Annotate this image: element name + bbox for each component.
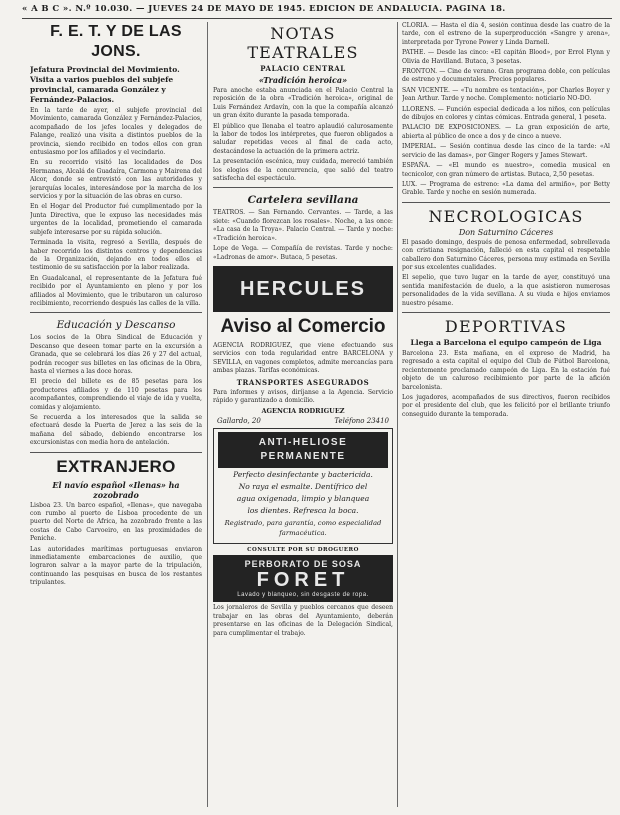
listing-paragraph: ESPAÑA. — «El mundo es nuestro», comedia musical en tecnicolor, con gran número de artistas. Butaca, 2,50 pesetas. <box>402 162 610 178</box>
agency-name: AGENCIA RODRIGUEZ <box>261 407 345 416</box>
listing-paragraph: LLORENS. — Función especial dedicada a los niños, con películas de dibujos en colores y cintas cómicas. Entrada general, 1 peseta. <box>402 105 610 122</box>
article-paragraph: AGENCIA RODRIGUEZ, que viene efectuando sus servicios con toda regularidad entre BARCELONA y SEVILLA, en vagones completos, admite mercancías para ambas plazas. Tarifas económicas. <box>213 341 393 375</box>
article-paragraph: En el Hogar del Productor fué cumplimentado por la Junta Directiva, que le expuso las necesidades más urgentes de la localidad, prometiendo el camarada subjefe interesarse por su rápida solución. <box>30 203 202 236</box>
article-paragraph: El público que llenaba el teatro aplaudió calurosamente la labor de todos los intérpretes, que fueron obligados a saludar repetidas veces al final de cada acto, destacándose la actuación de la primera actriz. <box>213 122 393 155</box>
article-kicker: Llega a Barcelona el equipo campeón de Liga <box>410 337 602 347</box>
section-subtitle: Don Saturnino Cáceres <box>458 227 554 237</box>
hercules-ad: HERCULES <box>213 266 393 312</box>
listing-paragraph: IMPERIAL. — Sesión continua desde las cinco de la tarde: «Al servicio de las damas», por Ginger Rogers y James Stewart. <box>402 143 610 159</box>
article-paragraph: TEATROS. — San Fernando. Cervantes. — Tarde, a las siete: «Cuando florezcan los rosales». Noche, a las once: «La casa de la Troya». Palacio Central. — Tarde y noche: «Tradición heroica». <box>213 209 393 242</box>
section-title-education: Educación y Descanso <box>56 319 176 332</box>
section-title-notas: NOTAS TEATRALES <box>247 24 359 62</box>
section-title-fet: F. E. T. Y DE LAS JONS. <box>50 23 182 60</box>
divider <box>402 312 610 313</box>
article-paragraph: En Guadalcanal, el representante de la Jefatura fué recibido por el Ayuntamiento en pleno y por los afiliados al Movimiento, que le tributaron un caluroso recibimiento, recorriendo después las calles de la villa. <box>30 274 202 307</box>
article-paragraph: Los socios de la Obra Sindical de Educación y Descanso que deseen tomar parte en la excursión a Granada, que se celebrará los días 26 y 27 del actual, podrán recoger sus billetes en las oficinas de la Obra, hasta el viernes a las doce horas. <box>30 334 202 375</box>
article-paragraph: Para informes y avisos, diríjanse a la Agencia. Servicio rápido y garantizado a domicilio. <box>213 388 393 404</box>
column-right <box>402 22 610 807</box>
article-paragraph: Los jugadores, acompañados de sus directivos, fueron recibidos por el presidente del club, que les felicitó por el brillante triunfo conseguido durante la temporada. <box>402 394 610 418</box>
article-kicker: El navío español «Ilenas» ha zozobrado <box>52 479 180 500</box>
article-paragraph: Los jornaleros de Sevilla y pueblos cercanos que deseen trabajar en las obras del Ayuntamiento, deberán presentarse en las oficinas de la Delegación Sindical, para cumplimentar el trabajo. <box>213 604 393 637</box>
column-left <box>30 22 202 807</box>
listing-paragraph: LUX. — Programa de estreno: «La dama del armiño», por Betty Grable. Tarde y noche en sesión numerada. <box>402 180 610 197</box>
article-paragraph: La presentación escénica, muy cuidada, mereció también los elogios de la concurrencia, que salió del teatro satisfecha del espectáculo. <box>213 158 393 183</box>
article-paragraph: Se recuerda a los interesados que la salida se efectuará desde la Puerta de Jerez a las seis de la mañana del sábado, debiendo encontrarse los excursionistas con media hora de antelación. <box>30 414 202 447</box>
page-header: « A B C ». N.º 10.030. — JUEVES 24 DE MAYO DE 1945. EDICION DE ANDALUCIA. PAGINA 18. <box>22 4 612 19</box>
article-paragraph: Lope de Vega. — Compañía de revistas. Tarde y noche: «Ladronas de amor». Butaca, 5 pesetas. <box>213 245 393 261</box>
perborato-brand: FORET <box>256 569 350 592</box>
section-subtitle: PALACIO CENTRAL <box>260 64 346 73</box>
agency-phone: Teléfono 23410 <box>334 417 389 426</box>
article-paragraph: En su recorrido visitó las localidades de Dos Hermanas, Alcalá de Guadaíra, Carmona y Mairena del Alcor, donde se entrevistó con las autoridades y jerarquías locales, interesándose por la marcha de los servicios y por la situación de las obras en curso. <box>30 159 202 201</box>
article-paragraph: Terminada la visita, regresó a Sevilla, después de haber recorrido los distintos centros y dependencias de la Organización, dejando en todos ellos el testimonio de su satisfacción por la labor realizada. <box>30 239 202 272</box>
article-paragraph: El sepelio, que tuvo lugar en la tarde de ayer, constituyó una sentida manifestación de duelo, a la que asistieron numerosas personalidades de la vida sevillana. A su viuda e hijos enviamos nuestro pésame. <box>402 274 610 307</box>
column-rule <box>207 22 208 807</box>
article-paragraph: El precio del billete es de 85 pesetas para los productores afiliados y de 110 pesetas para los acompañantes, comprendiendo el viaje de ida y vuelta, comidas y alojamiento. <box>30 378 202 411</box>
article-paragraph: Para anoche estaba anunciada en el Palacio Central la reposición de la obra «Tradición heroica», original de Luis Fernández Ardavín, con la que la compañía alcanzó un gran éxito durante la pasada temporada. <box>213 87 393 120</box>
agency-contact <box>217 417 389 425</box>
aviso-title: Aviso al Comercio <box>220 315 386 337</box>
agency-address: Gallardo, 20 <box>217 417 261 426</box>
listing-paragraph: FRONTON. — Cine de verano. Gran programa doble, con películas de estreno y documentales. Precios populares. <box>402 68 610 84</box>
divider <box>30 452 202 453</box>
article-paragraph: El pasado domingo, después de penosa enfermedad, sobrellevada con cristiana resignación, falleció en esta capital el respetable caballero don Saturnino Cáceres, persona muy estimada en Sevilla por sus excelentes cualidades. <box>402 238 610 271</box>
perborato-note: Lavado y blanqueo, sin desgaste de ropa. <box>237 592 369 599</box>
aviso-kicker: TRANSPORTES ASEGURADOS <box>236 377 370 387</box>
listing-paragraph: PALACIO DE EXPOSICIONES. — La gran exposición de arte, abierta al público de once a dos y de cinco a nueve. <box>402 124 610 140</box>
perborato-ad <box>213 555 393 602</box>
perborato-title: PERBORATO DE SOSA <box>244 559 362 570</box>
article-kicker: «Tradición heroica» <box>258 75 348 85</box>
column-rule <box>397 22 398 807</box>
listing-paragraph: PATHE. — Desde las cinco: «El capitán Blood», por Errol Flynn y Olivia de Havilland. Butaca, 3 pesetas. <box>402 49 610 65</box>
ad-line: los dientes. Refresca la boca. <box>247 506 359 516</box>
article-paragraph: En la tarde de ayer, el subjefe provincial del Movimiento, camarada González y Fernández-Palacios, acompañado de los jefes locales y delegados de Falange, realizó una visita a distintos pueblos de la provincia, siendo recibido en todos ellos con gran entusiasmo por los afiliados y el vecindario. <box>30 107 202 157</box>
article-paragraph: Barcelona 23. Esta mañana, en el expreso de Madrid, ha regresado a esta capital el equipo del Club de Fútbol Barcelona, recientemente proclamado campeón de Liga. En la estación fué objeto de un caluroso recibimiento por parte de la afición barcelonista. <box>402 349 610 391</box>
article-kicker: Jefatura Provincial del Movimiento. Visita a varios pueblos del subjefe provincial, camarada González y Fernández-Palacios. <box>30 65 180 104</box>
ad-line: agua oxigenada, limpio y blanquea <box>236 494 370 504</box>
ad-note: Registrado, para garantía, como especialidad farmacéutica. <box>224 519 382 538</box>
section-title-deportivas: DEPORTIVAS <box>444 316 568 336</box>
section-title-cartelera: Cartelera sevillana <box>247 194 359 207</box>
article-paragraph: Lisboa 23. Un barco español, «Ilenas», que navegaba con rumbo al puerto de Lisboa procedente de un puerto del Norte de Africa, ha zozobrado frente a las costas de Cabo Carvoeiro, en las proximidades de Peniche. <box>30 501 202 543</box>
ad-top-line: CONSULTE POR SU DROGUERO <box>247 547 359 554</box>
article-paragraph: Las autoridades marítimas portuguesas enviaron inmediatamente embarcaciones de auxilio, que lograron salvar a la mayor parte de la tripulación, continuando las pesquisas en busca de los restantes tripulantes. <box>30 545 202 587</box>
divider <box>402 202 610 203</box>
section-title-extranjero: EXTRANJERO <box>56 456 176 476</box>
ad-line: Perfecto desinfectante y bactericida. <box>233 470 373 480</box>
listing-paragraph: CLORIA. — Hasta el día 4, sesión continua desde las cuatro de la tarde, con el estreno de la superproducción «Sangre y arena», interpretada por Tyrone Power y Linda Darnell. <box>402 22 610 46</box>
column-middle <box>213 22 393 807</box>
ad-line: No raya el esmalte. Dentífrico del <box>238 482 368 492</box>
listing-paragraph: SAN VICENTE. — «Tu nombre es tentación», por Charles Boyer y Jean Arthur. Tarde y noche. Complemento: noticiario NO-DO. <box>402 86 610 103</box>
toothpaste-ad <box>213 428 393 544</box>
divider <box>213 187 393 188</box>
toothpaste-ad-title: ANTI-HELIOSE PERMANENTE <box>218 432 388 468</box>
divider <box>30 312 202 313</box>
section-title-necrologicas: NECROLOGICAS <box>428 206 584 226</box>
